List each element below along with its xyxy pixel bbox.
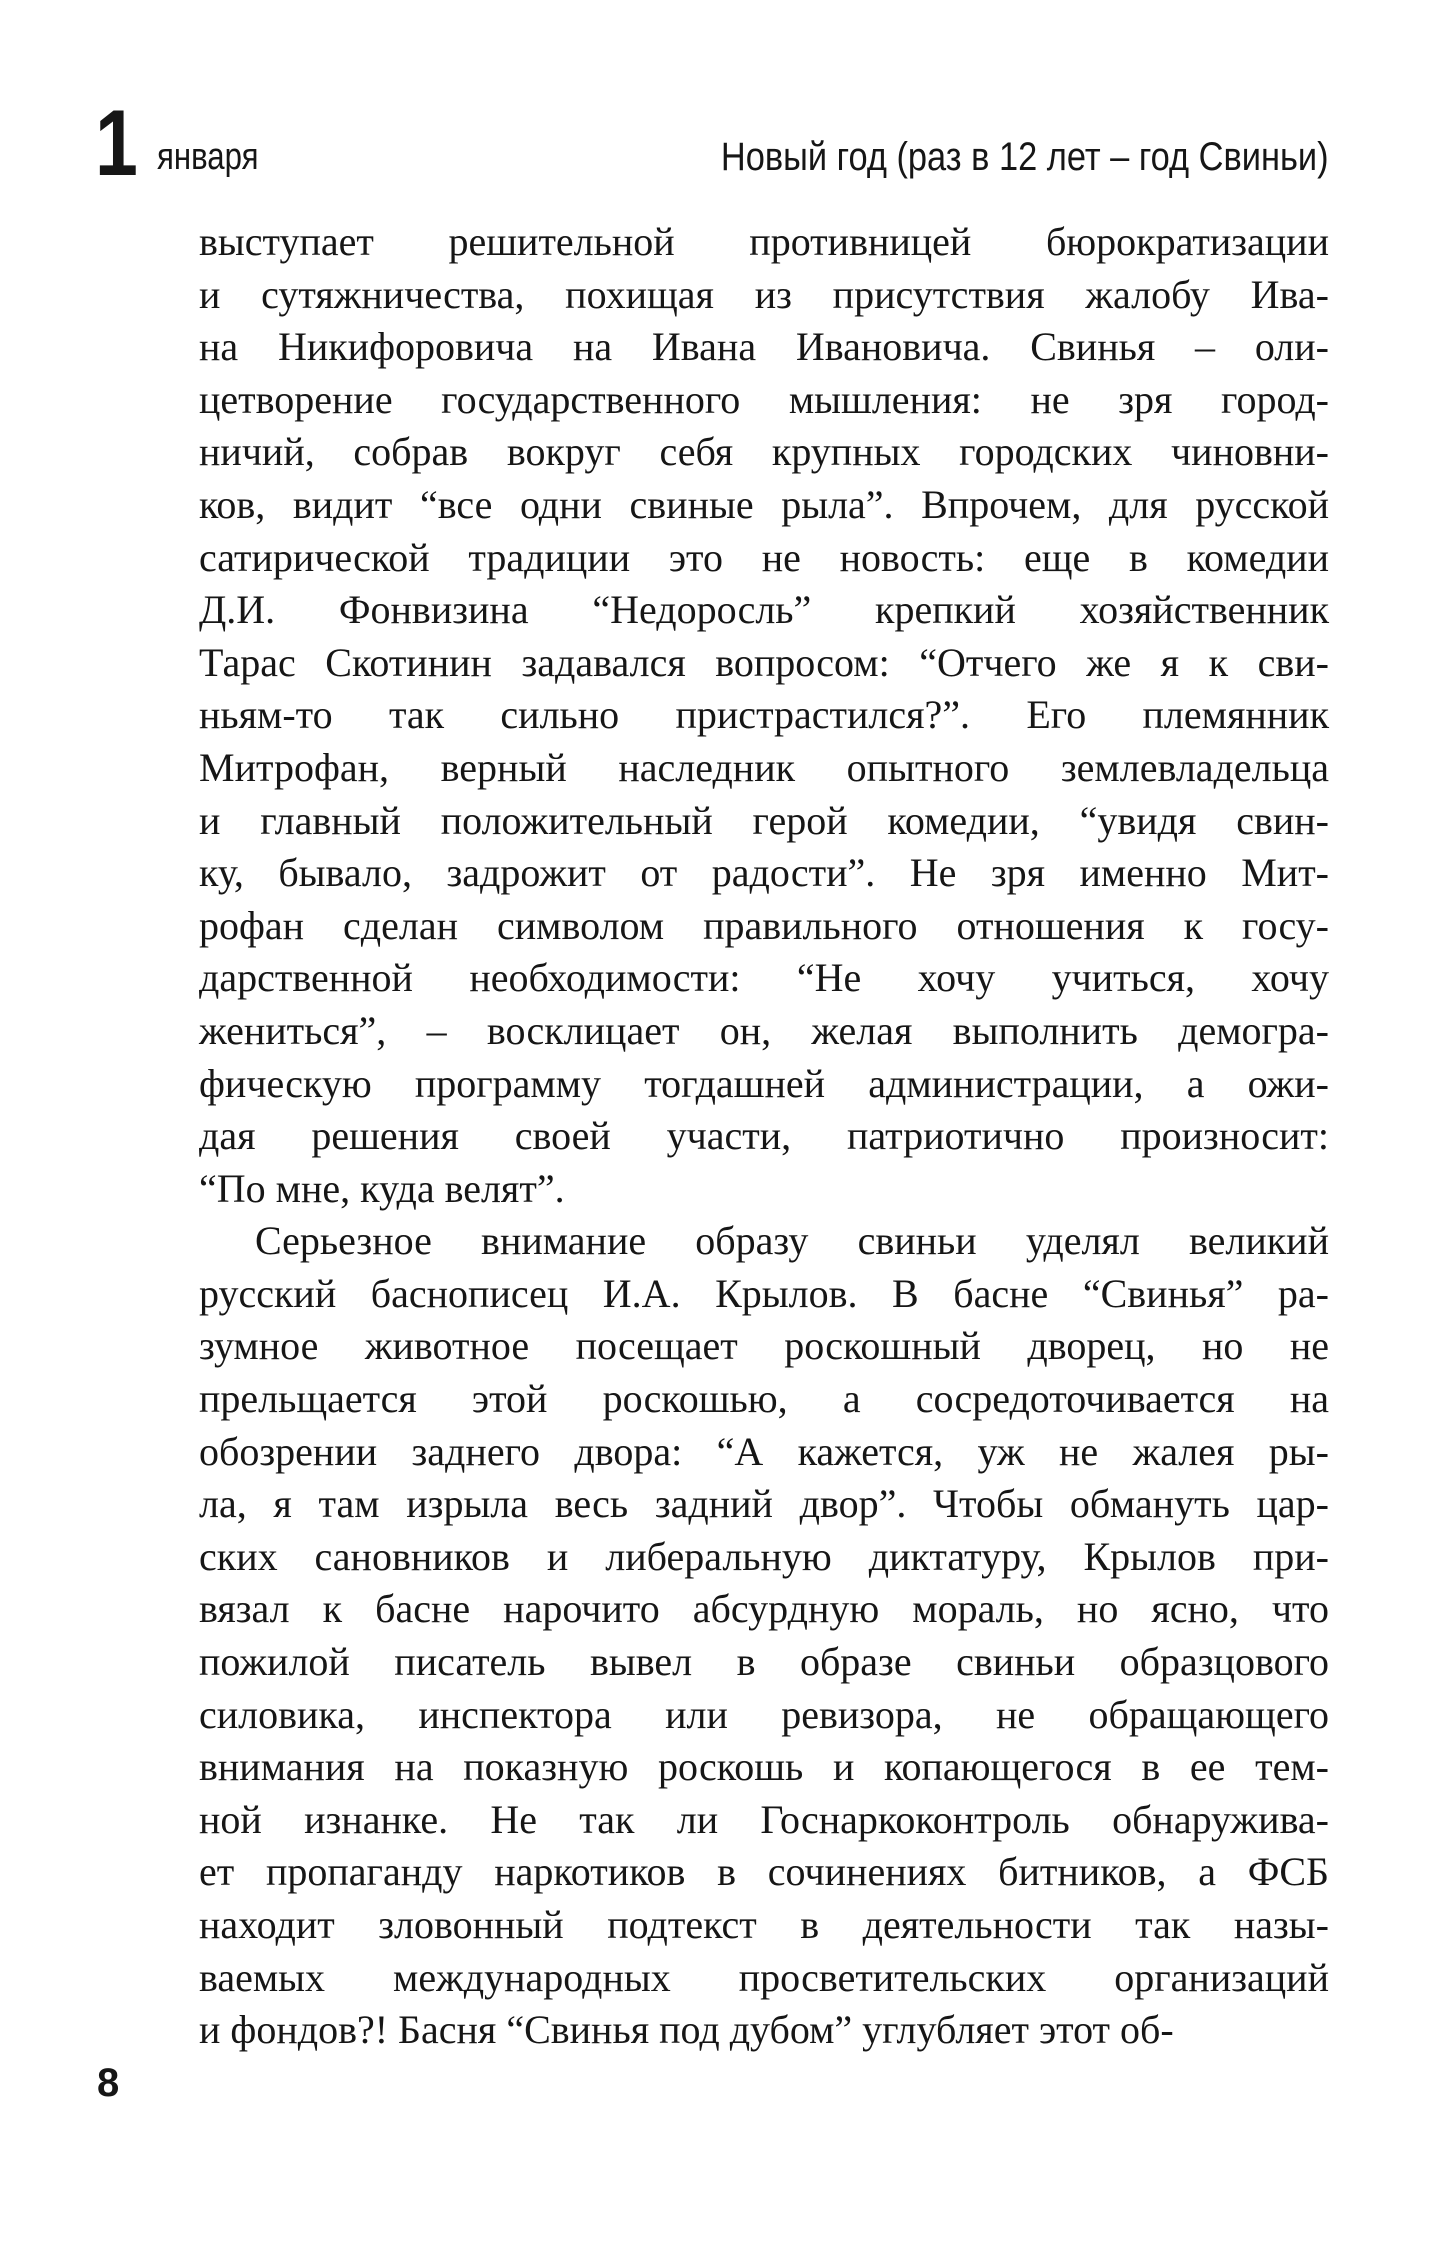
text-line: внимания на показную роскошь и копающегося в ее тем- bbox=[199, 1744, 1329, 1790]
text-line: обозрении заднего двора: “А кажется, уж не жалея ры- bbox=[199, 1428, 1329, 1474]
body-text bbox=[199, 216, 1329, 2057]
text-line: фическую программу тогдашней администрации, а ожи- bbox=[199, 1060, 1329, 1106]
running-head bbox=[95, 90, 1329, 206]
text-line: пожилой писатель вывел в образе свиньи образцового bbox=[199, 1639, 1329, 1685]
text-line: Тарас Скотинин задавался вопросом: “Отчего же я к сви- bbox=[199, 639, 1329, 685]
text-line: дарственной необходимости: “Не хочу учиться, хочу bbox=[199, 955, 1329, 1001]
text-line: дая решения своей участи, патриотично произносит: bbox=[199, 1113, 1329, 1159]
page-number: 8 bbox=[97, 2061, 120, 2105]
text-line: Серьезное внимание образу свиньи уделял великий bbox=[255, 1218, 1329, 1264]
paragraph bbox=[199, 1215, 1329, 2057]
paragraph bbox=[199, 216, 1329, 1215]
text-line: ку, бывало, задрожит от радости”. Не зря именно Мит- bbox=[199, 850, 1329, 896]
text-line: выступает решительной противницей бюрократизации bbox=[199, 219, 1329, 264]
text-line: ских сановников и либеральную диктатуру, Крылов при- bbox=[199, 1533, 1329, 1579]
text-line: и фондов?! Басня “Свинья под дубом” углубляет этот об- bbox=[199, 2007, 1174, 2053]
text-line: и главный положительный герой комедии, “увидя свин- bbox=[199, 797, 1329, 843]
text-line: ничий, собрав вокруг себя крупных городских чиновни- bbox=[199, 429, 1329, 475]
text-line: ной изнанке. Не так ли Госнаркоконтроль обнаружива- bbox=[199, 1796, 1329, 1842]
text-line: “По мне, куда велят”. bbox=[199, 1165, 565, 1211]
holiday-title: Новый год (раз в 12 лет – год Свиньи) bbox=[721, 135, 1329, 179]
date-month: января bbox=[157, 136, 259, 178]
text-line: Митрофан, верный наследник опытного землевладельца bbox=[199, 744, 1329, 790]
text-line: ньям-то так сильно пристрастился?”. Его племянник bbox=[199, 692, 1329, 738]
text-line: жениться”, – восклицает он, желая выполнить демогра- bbox=[199, 1007, 1329, 1053]
text-line: рофан сделан символом правильного отношения к госу- bbox=[199, 902, 1329, 948]
text-line: цетворение государственного мышления: не зря город- bbox=[199, 376, 1329, 422]
text-line: Д.И. Фонвизина “Недоросль” крепкий хозяйственник bbox=[199, 587, 1329, 633]
text-line: зумное животное посещает роскошный дворец, но не bbox=[199, 1323, 1329, 1369]
text-line: русский баснописец И.А. Крылов. В басне “Свинья” ра- bbox=[199, 1270, 1329, 1316]
text-line: ваемых международных просветительских организаций bbox=[199, 1954, 1329, 2000]
text-line: сатирической традиции это не новость: еще в комедии bbox=[199, 534, 1329, 580]
date-number: 1 bbox=[95, 90, 137, 195]
text-line: вязал к басне нарочито абсурдную мораль, но ясно, что bbox=[199, 1586, 1329, 1632]
text-line: прельщается этой роскошью, а сосредоточивается на bbox=[199, 1376, 1329, 1422]
text-line: на Никифоровича на Ивана Ивановича. Свинья – оли- bbox=[199, 324, 1329, 370]
text-line: и сутяжничества, похищая из присутствия жалобу Ива- bbox=[199, 271, 1329, 317]
text-line: находит зловонный подтекст в деятельности так назы- bbox=[199, 1902, 1329, 1947]
text-line: ет пропаганду наркотиков в сочинениях битников, а ФСБ bbox=[199, 1849, 1329, 1895]
text-line: силовика, инспектора или ревизора, не обращающего bbox=[199, 1691, 1329, 1737]
text-line: ла, я там изрыла весь задний двор”. Чтобы обмануть цар- bbox=[199, 1481, 1329, 1527]
text-line: ков, видит “все одни свиные рыла”. Впрочем, для русской bbox=[199, 481, 1329, 527]
